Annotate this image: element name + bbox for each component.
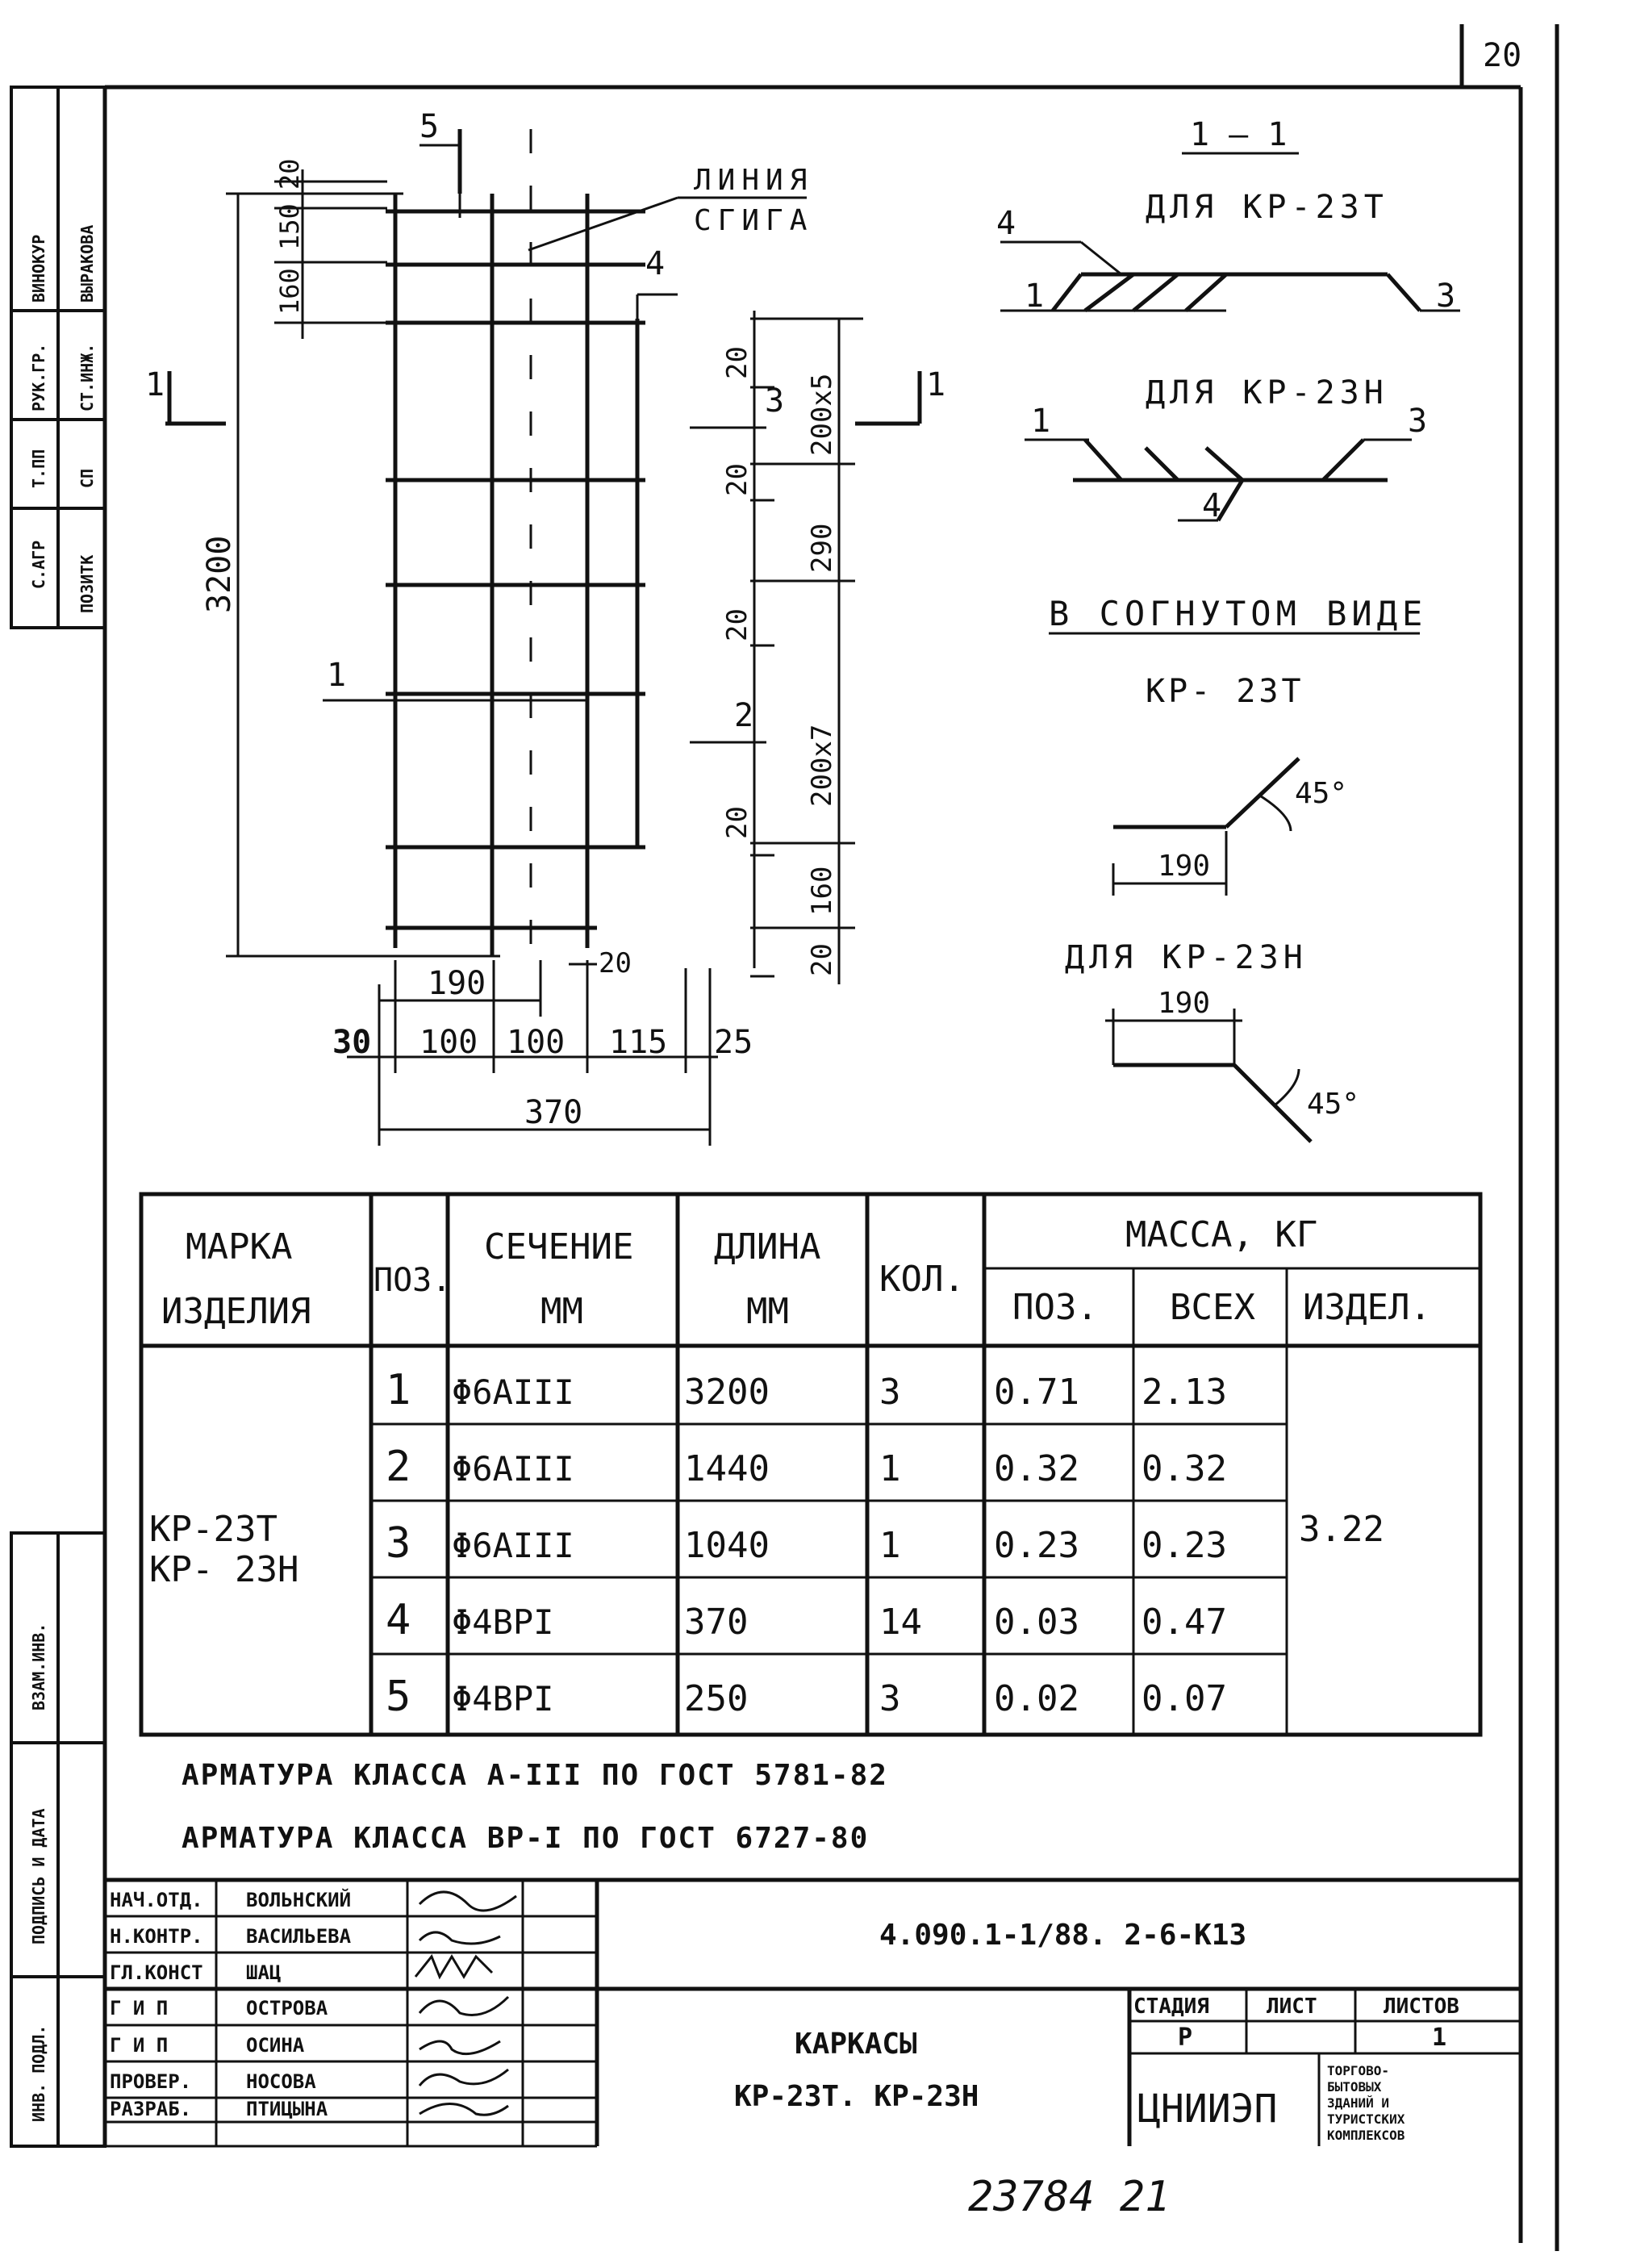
hdr-section-2: ММ <box>541 1291 583 1332</box>
tb-role-4: Г И П <box>110 1997 169 2019</box>
tb-role-6: ПРОВЕР. <box>110 2070 192 2093</box>
dim-30: 30 <box>332 1024 372 1061</box>
section-h-mark-4: 4 <box>1202 487 1222 524</box>
org-sub-4: ТУРИСТСКИХ <box>1327 2111 1405 2127</box>
dim-200x5: 200x5 <box>806 373 838 456</box>
angle-t: 45° <box>1295 777 1348 810</box>
dim-150: 150 <box>274 203 305 250</box>
hdr-mark-1: МАРКА <box>186 1226 293 1268</box>
stage-label: СТАДИЯ <box>1133 1994 1209 2019</box>
dim-115: 115 <box>609 1024 668 1061</box>
dim-25: 25 <box>714 1024 753 1061</box>
cell-length-row-1: 3200 <box>684 1372 770 1413</box>
tb-role-3: ГЛ.КОНСТ <box>110 1961 203 1984</box>
dim-20-a: 20 <box>721 346 753 379</box>
strip-label-6: СП <box>77 468 97 488</box>
tb-name-5: ОСИНА <box>246 2034 305 2057</box>
strip-label-7: С.АГР <box>29 540 48 589</box>
product-mark-1: КР-23Т <box>149 1509 278 1550</box>
sheets-value: 1 <box>1432 2024 1447 2052</box>
strip-label-5: Т.ПП <box>29 449 48 488</box>
label-pos-4: 4 <box>645 245 666 282</box>
cell-section-row-4: Φ4BPI <box>452 1602 554 1642</box>
org-sub-3: ЗДАНИЙ И <box>1327 2095 1390 2111</box>
dim-100-a: 100 <box>419 1024 478 1061</box>
dim-20-small: 20 <box>599 947 632 979</box>
spec-table-headers <box>149 1214 1431 1590</box>
cell-qty-row-1: 3 <box>879 1372 901 1413</box>
doc-title-1: КАРКАСЫ <box>795 2028 917 2061</box>
bent-title: В СОГНУТОМ ВИДЕ <box>1049 594 1428 633</box>
bent-h-dim: 190 <box>1158 987 1211 1020</box>
cell-length-row-3: 1040 <box>684 1525 770 1566</box>
section-mark-right: 1 <box>926 366 946 403</box>
cell-qty-row-4: 14 <box>879 1602 922 1643</box>
cell-pos-row-2: 2 <box>386 1443 411 1491</box>
note-1: АРМАТУРА КЛАССА А-III ПО ГОСТ 5781-82 <box>182 1759 888 1792</box>
dim-290: 290 <box>806 523 838 573</box>
title-block-people <box>110 1888 352 2120</box>
section-t-mark-1: 1 <box>1025 278 1045 315</box>
spec-table-grid <box>141 1194 1480 1735</box>
org-sub-2: БЫТОВЫХ <box>1327 2079 1382 2095</box>
tb-name-4: ОСТРОВА <box>246 1997 328 2019</box>
tb-name-7: ПТИЦЫНА <box>246 2098 328 2120</box>
strip-bottom-3: ИНВ. ПОДЛ. <box>29 2024 48 2122</box>
label-pos-2: 2 <box>734 697 754 734</box>
item-mass: 3.22 <box>1299 1509 1384 1550</box>
tb-role-1: НАЧ.ОТД. <box>110 1889 203 1911</box>
note-2: АРМАТУРА КЛАССА ВР-I ПО ГОСТ 6727-80 <box>182 1822 870 1855</box>
cell-mass-all-row-5: 0.07 <box>1142 1678 1227 1719</box>
tb-name-3: ШАЦ <box>246 1961 282 1984</box>
dim-100-b: 100 <box>507 1024 566 1061</box>
strip-bottom-1: ВЗАМ.ИНВ. <box>29 1623 48 1710</box>
strip-label-3: РУК.ГР. <box>29 343 48 411</box>
cell-pos-row-4: 4 <box>386 1596 411 1644</box>
sheets-label: ЛИСТОВ <box>1384 1994 1459 2019</box>
bent-t-label: КР- 23Т <box>1146 673 1304 710</box>
cell-length-row-2: 1440 <box>684 1448 770 1489</box>
cell-qty-row-2: 1 <box>879 1448 901 1489</box>
section-mark-left: 1 <box>145 366 165 403</box>
strip-label-2: ВЫРАКОВА <box>77 224 97 303</box>
strip-label-8: ПОЗИТК <box>77 554 97 613</box>
dim-3200: 3200 <box>201 535 238 613</box>
bend-line-label-2: СГИГА <box>694 204 814 237</box>
sheet-number: 20 <box>1483 37 1522 74</box>
cell-qty-row-3: 1 <box>879 1525 901 1566</box>
cell-mass-all-row-1: 2.13 <box>1142 1372 1227 1413</box>
section-for-t: ДЛЯ КР-23Т <box>1146 189 1388 226</box>
dim-20-c: 20 <box>721 608 753 641</box>
doc-title-2: КР-23Т. КР-23Н <box>734 2080 979 2113</box>
section-views <box>1000 153 1460 1142</box>
cell-mass-pos-row-3: 0.23 <box>994 1525 1079 1566</box>
tb-name-2: ВАСИЛЬЕВА <box>246 1925 352 1948</box>
section-h-mark-1: 1 <box>1031 403 1051 440</box>
bend-line-label-1: ЛИНИЯ <box>694 164 814 197</box>
section-t-mark-3: 3 <box>1436 278 1456 315</box>
tb-name-6: НОСОВА <box>246 2070 316 2093</box>
org-sub-1: ТОРГОВО- <box>1327 2063 1390 2078</box>
hdr-section-1: СЕЧЕНИЕ <box>484 1226 634 1268</box>
cell-mass-all-row-2: 0.32 <box>1142 1448 1227 1489</box>
cell-mass-all-row-3: 0.23 <box>1142 1525 1227 1566</box>
cell-pos-row-3: 3 <box>386 1519 411 1568</box>
org-name: ЦНИИЭП <box>1137 2086 1278 2132</box>
hdr-pos: ПОЗ. <box>374 1262 452 1299</box>
hdr-mass-pos: ПОЗ. <box>1012 1287 1098 1328</box>
dim-200x7: 200x7 <box>806 724 838 807</box>
cell-section-row-1: Φ6AIII <box>452 1372 574 1412</box>
cell-length-row-5: 250 <box>684 1678 749 1719</box>
product-mark-2: КР- 23Н <box>149 1549 299 1590</box>
bent-t-dim: 190 <box>1158 850 1211 883</box>
tb-name-1: ВОЛЬНСКИЙ <box>246 1889 352 1911</box>
label-pos-5: 5 <box>419 108 440 145</box>
dim-190: 190 <box>428 965 486 1002</box>
title-block-texts <box>734 1919 1459 2143</box>
hdr-length-2: ММ <box>746 1291 789 1332</box>
cell-mass-pos-row-5: 0.02 <box>994 1678 1079 1719</box>
cell-pos-row-1: 1 <box>386 1366 411 1414</box>
sheet-label: ЛИСТ <box>1267 1994 1317 2019</box>
dim-160-top: 160 <box>274 268 305 315</box>
dim-20-b: 20 <box>721 463 753 496</box>
strip-label-4: СТ.ИНЖ. <box>77 343 97 411</box>
section-title: 1 — 1 <box>1190 116 1288 153</box>
cell-qty-row-5: 3 <box>879 1678 901 1719</box>
tb-role-5: Г И П <box>110 2034 169 2057</box>
cell-length-row-4: 370 <box>684 1602 749 1643</box>
cage-labels <box>145 108 945 1131</box>
hdr-mark-2: ИЗДЕЛИЯ <box>161 1291 311 1332</box>
cell-mass-all-row-4: 0.47 <box>1142 1602 1227 1643</box>
cell-mass-pos-row-4: 0.03 <box>994 1602 1079 1643</box>
strip-label-1: ВИНОКУР <box>29 234 48 303</box>
angle-h: 45° <box>1307 1088 1360 1121</box>
hdr-length-1: ДЛИНА <box>714 1226 821 1268</box>
signatures <box>415 1892 516 2115</box>
hdr-mass-item: ИЗДЕЛ. <box>1303 1287 1431 1328</box>
label-pos-3: 3 <box>765 382 785 420</box>
bent-h-label: ДЛЯ КР-23Н <box>1065 939 1308 976</box>
section-for-h: ДЛЯ КР-23Н <box>1146 374 1388 411</box>
handwritten-number: 23784 21 <box>968 2173 1171 2221</box>
cell-section-row-3: Φ6AIII <box>452 1526 574 1565</box>
tb-role-2: Н.КОНТР. <box>110 1925 203 1948</box>
section-h-mark-3: 3 <box>1408 403 1428 440</box>
dim-20-top: 20 <box>274 158 305 190</box>
cell-mass-pos-row-2: 0.32 <box>994 1448 1079 1489</box>
stage-value: Р <box>1178 2024 1193 2052</box>
strip-bottom-2: ПОДПИСЬ И ДАТА <box>29 1808 48 1944</box>
spec-table-rows <box>386 1366 1227 1721</box>
dim-20-d: 20 <box>721 806 753 839</box>
notes <box>182 1759 888 1855</box>
left-stamp-bottom <box>11 1533 105 2146</box>
cell-section-row-2: Φ6AIII <box>452 1449 574 1489</box>
section-t-mark-4: 4 <box>996 205 1016 242</box>
dim-20-e: 20 <box>806 943 838 976</box>
tb-role-7: РАЗРАБ. <box>110 2098 192 2120</box>
hdr-mass: МАССА, КГ <box>1125 1214 1318 1255</box>
hdr-mass-all: ВСЕХ <box>1170 1287 1255 1328</box>
dim-370: 370 <box>524 1094 583 1131</box>
cell-mass-pos-row-1: 0.71 <box>994 1372 1079 1413</box>
label-pos-1: 1 <box>327 657 347 694</box>
cell-section-row-5: Φ4BPI <box>452 1679 554 1719</box>
cell-pos-row-5: 5 <box>386 1673 411 1721</box>
doc-code: 4.090.1-1/88. 2-6-К13 <box>879 1919 1247 1952</box>
dim-160-bot: 160 <box>806 866 838 916</box>
section-view-labels <box>996 116 1455 1121</box>
hdr-qty: КОЛ. <box>879 1259 965 1300</box>
org-sub-5: КОМПЛЕКСОВ <box>1327 2128 1405 2143</box>
